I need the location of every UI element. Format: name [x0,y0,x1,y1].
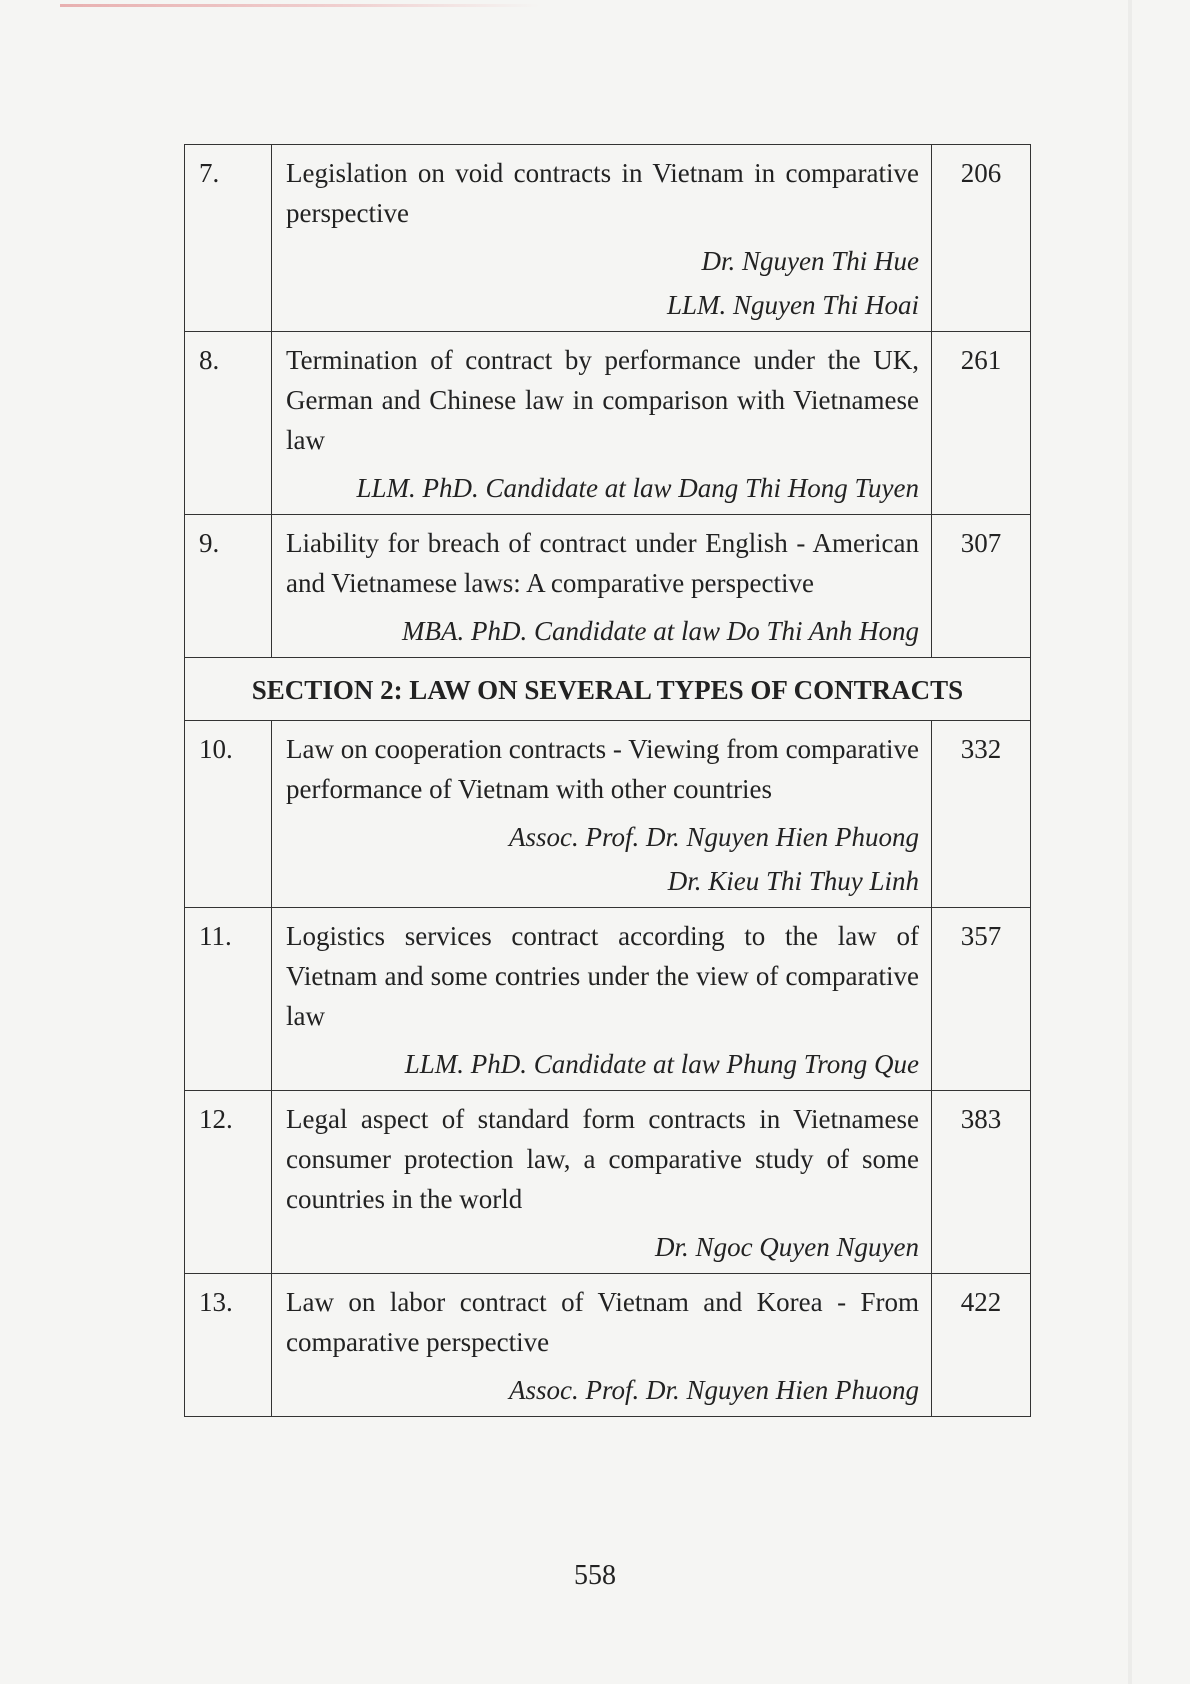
page-edge-shadow [1128,0,1132,1684]
entry-author: LLM. PhD. Candidate at law Phung Trong Que [404,1049,919,1079]
entry-page: 383 [932,1091,1031,1274]
entry-page: 332 [932,721,1031,908]
entry-number: 12. [185,1091,272,1274]
entry-number: 7. [185,145,272,332]
entry-content [272,1274,932,1417]
entry-content [272,721,932,908]
section-heading-row [185,658,1031,721]
entry-number: 8. [185,332,272,515]
entry-title: Termination of contract by performance under the UK, German and Chinese law in comparison with Vietnamese law [286,345,919,455]
toc-entry-row [185,515,1031,658]
top-edge-mark [60,4,540,7]
entry-author: Assoc. Prof. Dr. Nguyen Hien Phuong [509,1375,919,1405]
entry-number: 11. [185,908,272,1091]
entry-author: MBA. PhD. Candidate at law Do Thi Anh Hong [402,616,919,646]
entry-content [272,145,932,332]
entry-content [272,908,932,1091]
entry-title: Legal aspect of standard form contracts in Vietnamese consumer protection law, a comparative study of some countries in the world [286,1104,919,1214]
entry-number: 13. [185,1274,272,1417]
entry-author: Dr. Ngoc Quyen Nguyen [655,1232,919,1262]
entry-content [272,515,932,658]
table-of-contents [184,144,1031,1417]
entry-author: LLM. PhD. Candidate at law Dang Thi Hong Tuyen [356,473,919,503]
toc-entry-row [185,145,1031,332]
toc-entry-row [185,332,1031,515]
entry-page: 206 [932,145,1031,332]
toc-entry-row [185,1274,1031,1417]
entry-title: Legislation on void contracts in Vietnam in comparative perspective [286,158,919,228]
section-heading: SECTION 2: LAW ON SEVERAL TYPES OF CONTRACTS [185,658,1031,721]
entry-page: 261 [932,332,1031,515]
entry-author: LLM. Nguyen Thi Hoai [666,290,919,320]
toc-entry-row [185,721,1031,908]
entry-page: 422 [932,1274,1031,1417]
entry-title: Law on cooperation contracts - Viewing from comparative performance of Vietnam with other countries [286,734,919,804]
entry-page: 307 [932,515,1031,658]
toc-entry-row [185,908,1031,1091]
entry-author: Assoc. Prof. Dr. Nguyen Hien Phuong [509,822,919,852]
toc-body [185,145,1031,1417]
entry-title: Logistics services contract according to the law of Vietnam and some contries under the view of comparative law [286,921,919,1031]
entry-title: Liability for breach of contract under English - American and Vietnamese laws: A comparative perspective [286,528,919,598]
entry-page: 357 [932,908,1031,1091]
entry-number: 10. [185,721,272,908]
entry-number: 9. [185,515,272,658]
entry-content [272,332,932,515]
entry-author: Dr. Nguyen Thi Hue [701,246,919,276]
entry-author: Dr. Kieu Thi Thuy Linh [667,866,919,896]
page-number: 558 [574,1560,616,1591]
toc-entry-row [185,1091,1031,1274]
entry-title: Law on labor contract of Vietnam and Korea - From comparative perspective [286,1287,919,1357]
entry-content [272,1091,932,1274]
